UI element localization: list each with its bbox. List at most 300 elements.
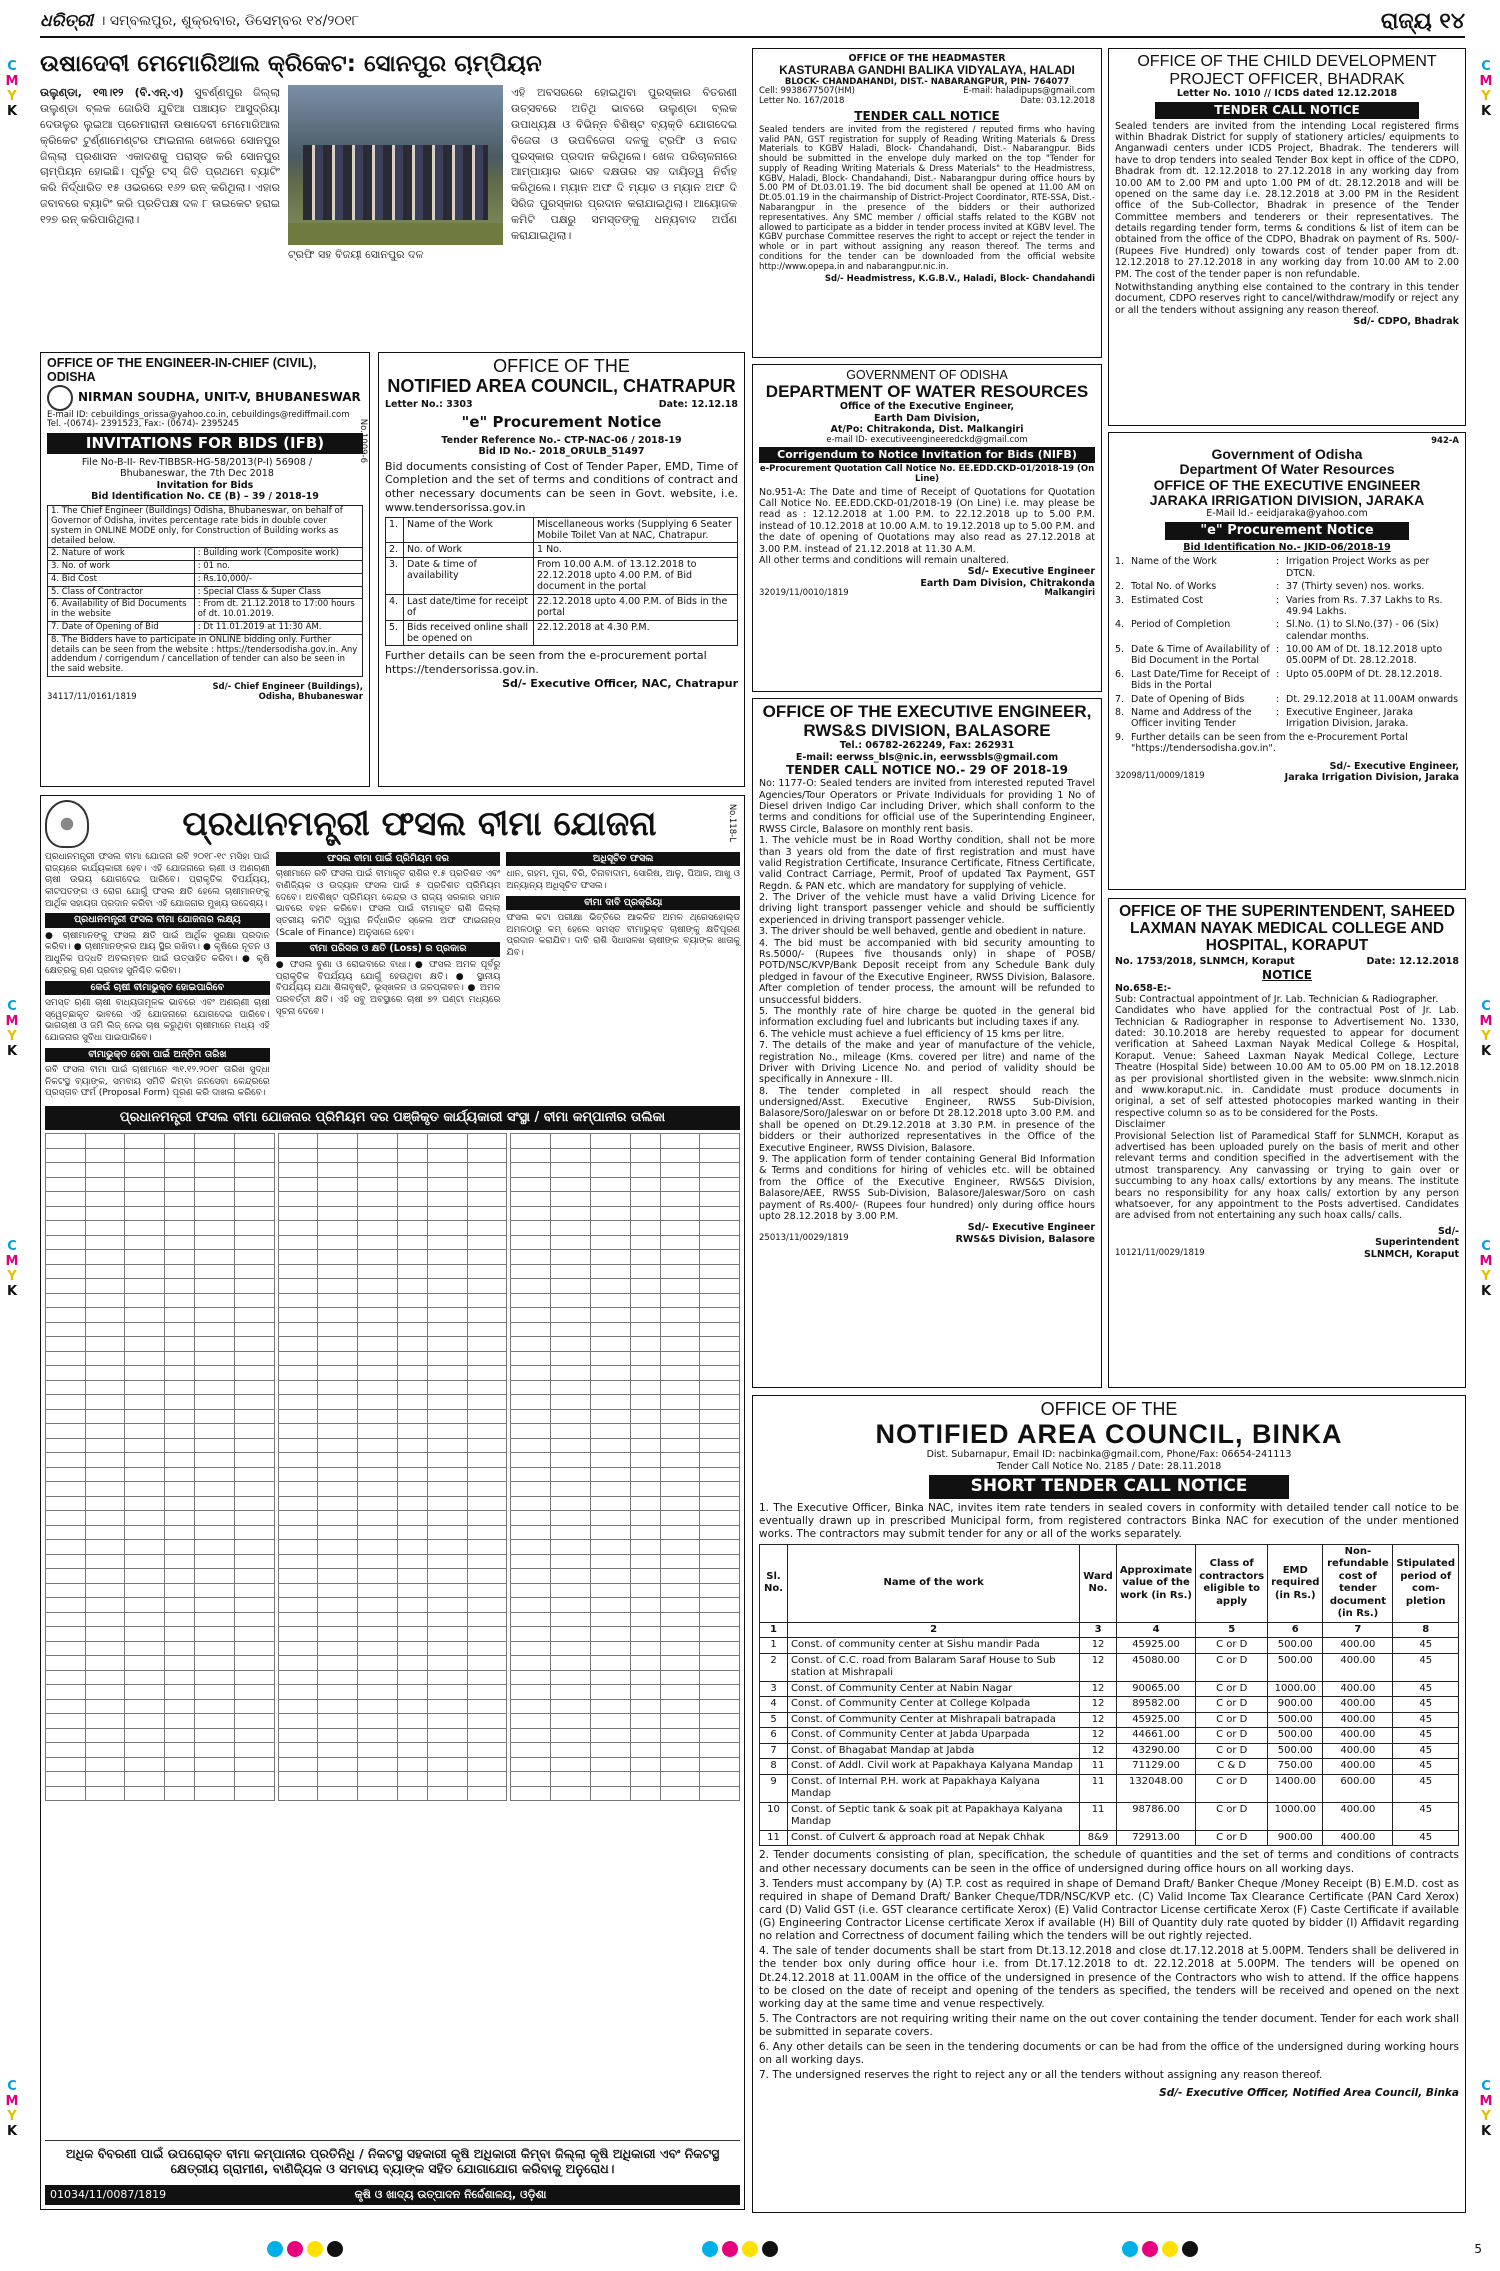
pmfby-table-cell: [318, 1554, 358, 1569]
pmfby-table-cell: [511, 1772, 551, 1787]
pmfby-table-cell: [397, 1163, 427, 1178]
pmfby-table-cell: [700, 1163, 740, 1178]
pmfby-table-cell: [427, 1496, 467, 1511]
pmfby-table-cell: [278, 1525, 318, 1540]
binka-col-number: 7: [1323, 1622, 1393, 1638]
pmfby-table-cell: [46, 1728, 86, 1743]
pmfby-table-title: ପ୍ରଧାନମନ୍ତ୍ରୀ ଫସଲ ବୀମା ଯୋଜନାର ପ୍ରିମିୟମ ଦର ପଞ୍ଜିକୃତ କାର୍ଯ୍ୟକାରୀ ସଂସ୍ଥା / ବୀମା କମ୍ପାନୀର ତାଲିକା: [45, 1106, 740, 1130]
binka-cell: 45080.00: [1116, 1653, 1195, 1681]
pmfby-table-cell: [700, 1641, 740, 1656]
pmfby-table-cell: [358, 1511, 398, 1526]
pmfby-table-cell: [165, 1380, 195, 1395]
pmfby-table-row: [278, 1351, 507, 1366]
pmfby-table-cell: [700, 1337, 740, 1352]
pmfby-table-cell: [46, 1540, 86, 1555]
pmfby-table-cell: [85, 1177, 125, 1192]
jaraka-row-value: Dt. 29.12.2018 at 11.00AM onwards: [1286, 693, 1459, 705]
pmfby-table-row: [278, 1670, 507, 1685]
pmfby-table-cell: [358, 1569, 398, 1584]
pmfby-table-cell: [195, 1569, 235, 1584]
pmfby-table-cell: [590, 1235, 630, 1250]
pmfby-table-cell: [467, 1656, 507, 1671]
pmfby-table-cell: [467, 1482, 507, 1497]
pmfby-table-cell: [590, 1192, 630, 1207]
pmfby-table-cell: [700, 1569, 740, 1584]
pmfby-table-cell: [630, 1235, 660, 1250]
pmfby-table-cell: [278, 1743, 318, 1758]
pmfby-table-row: [46, 1467, 275, 1482]
pmfby-table-row: [46, 1235, 275, 1250]
page-number: 5: [1474, 2242, 1482, 2256]
pmfby-table-cell: [195, 1511, 235, 1526]
pmfby-table-cell: [590, 1699, 630, 1714]
pmfby-table-cell: [195, 1221, 235, 1236]
pmfby-table-cell: [318, 1699, 358, 1714]
pmfby-table-cell: [630, 1699, 660, 1714]
pmfby-table-row: [511, 1206, 740, 1221]
pmfby-table-cell: [125, 1656, 165, 1671]
pmfby-table-cell: [551, 1264, 591, 1279]
pmfby-intro: ପ୍ରଧାନମନ୍ତ୍ରୀ ଫସଲ ବୀମା ଯୋଜନା ରବି ୨୦୧୮-୧୯ ମସିହା ପାଇଁ ରାଜ୍ୟରେ କାର୍ଯ୍ୟକାରୀ ହେବ। ଏହି ଯୋଜନାରେ ଋଣୀ ଓ ଅଣଋଣୀ ଚାଷୀ ଉଭୟ ଯୋଗଦେଇ ପାରିବେ। ପ୍ରାକୃତିକ ବିପର୍ଯ୍ୟୟ, କୀଟପତଙ୍ଗ ଓ ରୋଗ ଯୋଗୁଁ ଫସଲ କ୍ଷତି ହେଲେ ଚାଷୀମାନଙ୍କୁ ଆର୍ଥିକ ସହାୟତା ପ୍ରଦାନ କରିବା ଏହି ଯୋଜନାର ମୁଖ୍ୟ ଉଦ୍ଦେଶ୍ୟ।: [45, 852, 270, 909]
pmfby-table-cell: [195, 1453, 235, 1468]
pmfby-table-cell: [234, 1554, 274, 1569]
pmfby-table-cell: [85, 1337, 125, 1352]
pmfby-table-row: [511, 1612, 740, 1627]
pmfby-table-cell: [358, 1540, 398, 1555]
pmfby-table-cell: [630, 1772, 660, 1787]
pmfby-table-row: [278, 1148, 507, 1163]
pmfby-table-cell: [467, 1612, 507, 1627]
pmfby-table-cell: [318, 1786, 358, 1801]
nac-row-label: Last date/time for receipt of: [404, 594, 534, 620]
pmfby-table-row: [278, 1627, 507, 1642]
binka-col-header: Name of the work: [788, 1544, 1080, 1622]
cdpo-body-2: Notwithstanding anything else contained to the contrary in this tender document, CDPO reserves right to cancel/withdraw/modify or reject any or all the tenders without assigning any reason thereof.: [1115, 282, 1459, 316]
pmfby-table-row: [511, 1453, 740, 1468]
pmfby-table-cell: [125, 1641, 165, 1656]
pmfby-table-cell: [397, 1612, 427, 1627]
pmfby-table-cell: [278, 1757, 318, 1772]
slnmch-notice: NOTICE: [1262, 967, 1312, 982]
binka-cell: 12: [1080, 1743, 1117, 1759]
pmfby-table-row: [278, 1366, 507, 1381]
pmfby-table-cell: [318, 1279, 358, 1294]
pmfby-table-cell: [590, 1279, 630, 1294]
pmfby-table-cell: [551, 1438, 591, 1453]
pmfby-table-cell: [551, 1322, 591, 1337]
jaraka-sign-2: Jaraka Irrigation Division, Jaraka: [1284, 772, 1459, 783]
pmfby-table-cell: [85, 1453, 125, 1468]
nac-row: [386, 543, 738, 557]
kgbv-top: OFFICE OF THE HEADMASTER: [848, 53, 1006, 64]
pmfby-table-cell: [427, 1511, 467, 1526]
binka-col-header: Class of contractors eligible to apply: [1196, 1544, 1268, 1622]
binka-cell: C or D: [1196, 1802, 1268, 1830]
jaraka-row-num: 3.: [1115, 594, 1125, 606]
pmfby-table-cell: [511, 1322, 551, 1337]
pmfby-table-cell: [397, 1134, 427, 1149]
pmfby-table-cell: [234, 1148, 274, 1163]
pmfby-table-cell: [467, 1279, 507, 1294]
slnmch-ref: No.658-E:-: [1115, 982, 1172, 994]
pmfby-table-cell: [660, 1728, 700, 1743]
pmfby-table-cell: [318, 1177, 358, 1192]
pmfby-table-cell: [427, 1583, 467, 1598]
binka-note: 2. Tender documents consisting of plan, specification, the schedule of quantities and the set of terms and conditions of contracts and other necessary documents can be seen in the office of undersigned during office hours on all working days.: [759, 1849, 1459, 1875]
pmfby-table-cell: [278, 1569, 318, 1584]
pmfby-table-cell: [46, 1250, 86, 1265]
eic-email: E-mail ID: cebuildings_orissa@yahoo.co.in, cebuildings@rediffmail.com: [47, 409, 350, 420]
jaraka-row-num: 8.: [1115, 707, 1125, 719]
jaraka-rows: [1115, 556, 1459, 754]
color-control-strip-mid: [700, 2241, 780, 2257]
pmfby-table-cell: [318, 1293, 358, 1308]
pmfby-table-row: [511, 1714, 740, 1729]
pmfby-table-cell: [551, 1409, 591, 1424]
pmfby-h7: ବୀମା ଦାବି ପ୍ରକ୍ରିୟା: [506, 896, 740, 910]
pmfby-table-cell: [278, 1293, 318, 1308]
pmfby-table-cell: [234, 1699, 274, 1714]
jaraka-row-value: Upto 05.00PM of Dt. 28.12.2018.: [1286, 668, 1443, 680]
jaraka-sub: OFFICE OF THE EXECUTIVE ENGINEER: [1153, 476, 1421, 493]
pmfby-table-cell: [46, 1786, 86, 1801]
pmfby-table-cell: [195, 1308, 235, 1323]
pmfby-table-cell: [511, 1627, 551, 1642]
pmfby-table-cell: [511, 1293, 551, 1308]
pmfby-table-cell: [318, 1438, 358, 1453]
pmfby-table-cell: [511, 1612, 551, 1627]
pmfby-table-cell: [467, 1337, 507, 1352]
eic-row-label: 4. Bid Cost: [48, 573, 195, 586]
pmfby-table-row: [46, 1525, 275, 1540]
slnmch-date: Date: 12.12.2018: [1366, 956, 1459, 968]
pmfby-table-cell: [125, 1279, 165, 1294]
pmfby-table-row: [511, 1598, 740, 1613]
pmfby-table-row: [511, 1786, 740, 1801]
pmfby-table-cell: [358, 1757, 398, 1772]
pmfby-table-cell: [125, 1177, 165, 1192]
pmfby-table-cell: [427, 1177, 467, 1192]
pmfby-table-cell: [660, 1569, 700, 1584]
pmfby-table-cell: [427, 1380, 467, 1395]
pmfby-table-cell: [234, 1206, 274, 1221]
pmfby-table-cell: [700, 1264, 740, 1279]
pmfby-table-cell: [590, 1177, 630, 1192]
pmfby-table-cell: [511, 1424, 551, 1439]
pmfby-table-cell: [125, 1322, 165, 1337]
pmfby-table-cell: [660, 1656, 700, 1671]
cdpo-sign: Sd/- CDPO, Bhadrak: [1353, 316, 1459, 328]
pmfby-table-cell: [278, 1322, 318, 1337]
pmfby-table-cell: [46, 1409, 86, 1424]
pmfby-table-cell: [427, 1134, 467, 1149]
pmfby-table-cell: [358, 1453, 398, 1468]
pmfby-table-cell: [467, 1206, 507, 1221]
pmfby-table-cell: [427, 1670, 467, 1685]
pmfby-table-row: [278, 1656, 507, 1671]
pmfby-table-row: [278, 1134, 507, 1149]
binka-cell: Const. of C.C. road from Balaram Saraf House to Sub station at Mishrapali: [788, 1653, 1080, 1681]
pmfby-table-row: [511, 1540, 740, 1555]
binka-cell: 45: [1393, 1759, 1459, 1775]
pmfby-table-row: [511, 1424, 740, 1439]
pmfby-table-cell: [397, 1554, 427, 1569]
pmfby-table-cell: [85, 1656, 125, 1671]
dowr-code: 32019/11/0010/1819: [759, 588, 849, 599]
binka-cell: C or D: [1196, 1743, 1268, 1759]
pmfby-table-cell: [165, 1786, 195, 1801]
pmfby-table-cell: [165, 1148, 195, 1163]
pmfby-table-cell: [467, 1351, 507, 1366]
pmfby-table-row: [511, 1264, 740, 1279]
pmfby-table-cell: [427, 1627, 467, 1642]
pmfby-table-cell: [46, 1757, 86, 1772]
pmfby-table-cell: [551, 1148, 591, 1163]
pmfby-table-cell: [85, 1627, 125, 1642]
pmfby-table-cell: [234, 1322, 274, 1337]
binka-cell: C or D: [1196, 1697, 1268, 1713]
jaraka-row: [1115, 644, 1459, 667]
nac-row: [386, 620, 738, 646]
binka-cell: 6: [760, 1728, 788, 1744]
binka-table-row: [760, 1681, 1459, 1697]
pmfby-table-cell: [278, 1380, 318, 1395]
pmfby-table-cell: [85, 1685, 125, 1700]
pmfby-table-cell: [278, 1511, 318, 1526]
pmfby-table-cell: [278, 1482, 318, 1497]
pmfby-table-cell: [511, 1221, 551, 1236]
cricket-photo-caption: ଟ୍ରଫି ସହ ବିଜୟୀ ସୋନପୁର ଦଳ: [288, 247, 424, 261]
binka-col-header: Sl. No.: [760, 1544, 788, 1622]
slnmch-disclaimer: Disclaimer: [1115, 1119, 1166, 1131]
pmfby-table-cell: [165, 1192, 195, 1207]
pmfby-table-cell: [397, 1670, 427, 1685]
pmfby-table-cell: [427, 1728, 467, 1743]
pmfby-table-cell: [427, 1757, 467, 1772]
pmfby-table-cell: [195, 1264, 235, 1279]
pmfby-table-cell: [46, 1308, 86, 1323]
pmfby-table-cell: [165, 1163, 195, 1178]
pmfby-table-cell: [278, 1453, 318, 1468]
pmfby-table-row: [46, 1670, 275, 1685]
eic-row-value: : Special Class & Super Class: [194, 586, 362, 599]
pmfby-table-cell: [551, 1583, 591, 1598]
pmfby-table-row: [511, 1395, 740, 1410]
pmfby-table-row: [511, 1438, 740, 1453]
pmfby-table-cell: [195, 1293, 235, 1308]
pmfby-table-cell: [195, 1627, 235, 1642]
cricket-team-photo: [288, 85, 503, 245]
pmfby-table-cell: [700, 1699, 740, 1714]
jaraka-row-num: 9.: [1115, 731, 1125, 743]
pmfby-table-cell: [85, 1554, 125, 1569]
pmfby-table-row: [278, 1772, 507, 1787]
pmfby-table-cell: [85, 1699, 125, 1714]
pmfby-table-cell: [397, 1496, 427, 1511]
pmfby-table-cell: [630, 1757, 660, 1772]
pmfby-table-cell: [630, 1670, 660, 1685]
pmfby-table-cell: [700, 1757, 740, 1772]
pmfby-table-cell: [85, 1148, 125, 1163]
pmfby-table-cell: [358, 1728, 398, 1743]
binka-cell: 12: [1080, 1728, 1117, 1744]
eic-code: 34117/11/0161/1819: [47, 691, 137, 702]
pmfby-table-cell: [467, 1569, 507, 1584]
pmfby-table-cell: [195, 1699, 235, 1714]
pmfby-table-cell: [46, 1134, 86, 1149]
pmfby-table-cell: [234, 1569, 274, 1584]
pmfby-table-cell: [427, 1322, 467, 1337]
pmfby-table-cell: [630, 1409, 660, 1424]
pmfby-table-cell: [165, 1351, 195, 1366]
pmfby-table-cell: [85, 1395, 125, 1410]
pmfby-table-cell: [125, 1598, 165, 1613]
pmfby-table-row: [46, 1699, 275, 1714]
pmfby-table-cell: [511, 1308, 551, 1323]
eic-intro: 1. The Chief Engineer (Buildings) Odisha, Bhubaneswar, on behalf of Governor of Odisha, invites percentage rate bids in double cover system in ONLINE MODE only, for Construction of Building works as detailed below.: [48, 506, 363, 548]
eic-row-label: 5. Class of Contractor: [48, 586, 195, 599]
pmfby-table-cell: [630, 1714, 660, 1729]
pmfby-table-cell: [427, 1786, 467, 1801]
binka-cell: 750.00: [1268, 1759, 1323, 1775]
pmfby-table-cell: [660, 1192, 700, 1207]
pmfby-table-cell: [511, 1380, 551, 1395]
binka-top: OFFICE OF THE: [1040, 1399, 1178, 1419]
eic-row: [48, 548, 363, 561]
pmfby-table-cell: [234, 1134, 274, 1149]
pmfby-table-cell: [278, 1395, 318, 1410]
binka-cell: Const. of Community Center at Mishrapali batrapada: [788, 1712, 1080, 1728]
pmfby-table-cell: [358, 1786, 398, 1801]
kgbv-sign: Sd/- Headmistress, K.G.B.V., Haladi, Block- Chandahandi: [824, 274, 1095, 285]
pmfby-table-cell: [85, 1380, 125, 1395]
color-registration-mark-right-mid: C M Y K: [1479, 999, 1493, 1059]
color-registration-mark-right-low: C M Y K: [1479, 1239, 1493, 1299]
pmfby-table-cell: [85, 1322, 125, 1337]
pmfby-h6: ଅଧିସୂଚିତ ଫସଲ: [506, 852, 740, 866]
pmfby-table-row: [278, 1728, 507, 1743]
pmfby-l5: ● ଫସଲ ବୁଣା ଓ ରୋଇବାରେ ବାଧା। ● ଫସଲ ଅମଳ ପୂର୍ବରୁ ପ୍ରାକୃତିକ ବିପର୍ଯ୍ୟୟ ଯୋଗୁଁ ହେଉଥିବା କ୍ଷତି। ● ସ୍ଥାନୀୟ ବିପର୍ଯ୍ୟୟ ଯଥା ଶିଳାବୃଷ୍ଟି, ଭୂସ୍ଖଳନ ଓ ଜଳପ୍ଳାବନ। ● ଅମଳ ପରବର୍ତ୍ତୀ କ୍ଷତି। ଏହି ସବୁ ଅବସ୍ଥାରେ ଚାଷୀ ୭୨ ଘଣ୍ଟା ମଧ୍ୟରେ ସୂଚନା ଦେବେ।: [275, 959, 501, 1017]
nac-letter: Letter No.: 3303: [385, 398, 473, 410]
pmfby-table-cell: [165, 1134, 195, 1149]
binka-note: 3. Tenders must accompany by (A) T.P. cost as required in shape of Demand Draft/ Banker Cheque /Money Receipt (B) E.M.D. cost as required in shape of Demand Draft/ Banker Cheque/TDR/NSC/KVP etc. (C) Valid Income Tax Clearance Certificate (PAN Card Xerox) card (D) Valid GST (i.e. GST clearance certificate Xerox) (E) Valid Contractor License certificate Xerox (F) Caste Certificate if available (G) Engineering Contractor License certificate Xerox if available (H) Bill of Quantity duly rate quoted by bidder (I) Affidavit regarding no relation and Correctness of document failing which the tenders will be out rightly rejected.: [759, 1877, 1459, 1943]
pmfby-table-cell: [278, 1250, 318, 1265]
pmfby-table-cell: [660, 1221, 700, 1236]
pmfby-table-cell: [46, 1279, 86, 1294]
pmfby-table-cell: [195, 1395, 235, 1410]
pmfby-table-cell: [278, 1366, 318, 1381]
pmfby-table-cell: [165, 1177, 195, 1192]
pmfby-table-cell: [46, 1482, 86, 1497]
pmfby-table-block-3: [510, 1133, 740, 1801]
kgbv-title: TENDER CALL NOTICE: [854, 108, 1000, 123]
pmfby-table-cell: [234, 1786, 274, 1801]
pmfby-table-cell: [427, 1337, 467, 1352]
binka-cell: 400.00: [1323, 1743, 1393, 1759]
pmfby-table-cell: [278, 1235, 318, 1250]
pmfby-table-row: [511, 1293, 740, 1308]
pmfby-table-cell: [427, 1569, 467, 1584]
cdpo-bar: TENDER CALL NOTICE: [1155, 102, 1419, 119]
pmfby-table-cell: [630, 1598, 660, 1613]
pmfby-table-cell: [125, 1627, 165, 1642]
pmfby-table-cell: [630, 1569, 660, 1584]
cdpo-body: Sealed tenders are invited from the intending Local registered firms within Bhadrak District for supply of stationery articles/ equipments to Anganwadi centers under ICDS Project, Bhadrak. The tenderers will have to drop tenders into sealed Tender Box kept in office of the CDPO, Bhadrak from dt. 12.12.2018 to 27.12.2018 in any working day from 10.00 AM to 2.00 PM and upto 1.00 PM of dt. 28.12.2018 and will be opened on the same day i.e. 28.12.2018 at 3.00 PM in the Resident office of the Sub-Collector, Bhadrak in presence of the Tender Committee members and tenderers or their representatives. The details regarding tender form, terms & conditions & list of item can be obtained from the office of the CDPO, Bhadrak on payment of Rs. 500/- (Rupees Five Hundred) only towards cost of tender paper from dt. 12.12.2018 to 27.12.2018 in any working day from 10.00 AM to 2.00 PM. The cost of the tender paper is non refundable.: [1115, 120, 1459, 280]
pmfby-table-cell: [630, 1641, 660, 1656]
pmfby-table-cell: [700, 1438, 740, 1453]
pmfby-table-cell: [46, 1627, 86, 1642]
pmfby-table-cell: [700, 1380, 740, 1395]
pmfby-table-cell: [318, 1148, 358, 1163]
pmfby-table-cell: [358, 1656, 398, 1671]
pmfby-table-cell: [234, 1424, 274, 1439]
jaraka-row-label: Date & Time of Availability of Bid Document in the Portal: [1131, 644, 1270, 667]
pmfby-table-cell: [358, 1250, 398, 1265]
pmfby-table-cell: [85, 1772, 125, 1787]
pmfby-table-row: [46, 1366, 275, 1381]
pmfby-table-cell: [318, 1627, 358, 1642]
pmfby-table-cell: [700, 1728, 740, 1743]
pmfby-table-cell: [165, 1685, 195, 1700]
pmfby-table-cell: [165, 1308, 195, 1323]
pmfby-table-cell: [630, 1250, 660, 1265]
pmfby-table-row: [278, 1279, 507, 1294]
pmfby-table-cell: [125, 1786, 165, 1801]
pmfby-table-cell: [590, 1467, 630, 1482]
pmfby-table-cell: [700, 1467, 740, 1482]
pmfby-table-cell: [397, 1409, 427, 1424]
pmfby-table-cell: [511, 1351, 551, 1366]
pmfby-table-row: [46, 1192, 275, 1207]
pmfby-table-cell: [467, 1540, 507, 1555]
pmfby-table-cell: [358, 1279, 398, 1294]
pmfby-table-cell: [551, 1235, 591, 1250]
slnmch-sign-2: Superintendent: [1375, 1237, 1459, 1249]
nac-row-num: 1.: [386, 517, 404, 543]
pmfby-table-cell: [427, 1308, 467, 1323]
dowr-sign-3: Malkangiri: [1044, 588, 1095, 599]
pmfby-table-cell: [125, 1540, 165, 1555]
pmfby-table-cell: [318, 1395, 358, 1410]
pmfby-table-cell: [467, 1685, 507, 1700]
binka-table-row: [760, 1830, 1459, 1846]
pmfby-table-cell: [318, 1757, 358, 1772]
pmfby-table-cell: [278, 1656, 318, 1671]
jaraka-row-num: 7.: [1115, 693, 1125, 705]
pmfby-table-cell: [630, 1583, 660, 1598]
pmfby-table-row: [46, 1395, 275, 1410]
pmfby-table-cell: [358, 1322, 398, 1337]
pmfby-table-cell: [630, 1337, 660, 1352]
pmfby-table-cell: [700, 1786, 740, 1801]
binka-table-row: [760, 1728, 1459, 1744]
pmfby-table-cell: [85, 1598, 125, 1613]
pmfby-table-cell: [700, 1714, 740, 1729]
slnmch-title: OFFICE OF THE SUPERINTENDENT, SAHEED LAXMAN NAYAK MEDICAL COLLEGE AND HOSPITAL, KORAPUT: [1119, 903, 1455, 955]
pmfby-table-cell: [318, 1569, 358, 1584]
pmfby-table-row: [511, 1148, 740, 1163]
pmfby-table-cell: [467, 1250, 507, 1265]
jaraka-row-label: Further details can be seen from the e-Procurement Portal "https://tendersodisha.gov.in".: [1131, 731, 1408, 755]
pmfby-table-cell: [551, 1177, 591, 1192]
pmfby-table-cell: [234, 1163, 274, 1178]
pmfby-table-cell: [660, 1598, 700, 1613]
eic-row-label: 3. No. of work: [48, 561, 195, 574]
pmfby-table-row: [278, 1322, 507, 1337]
nac-row: [386, 557, 738, 594]
pmfby-table-row: [278, 1612, 507, 1627]
pmfby-table-cell: [358, 1612, 398, 1627]
